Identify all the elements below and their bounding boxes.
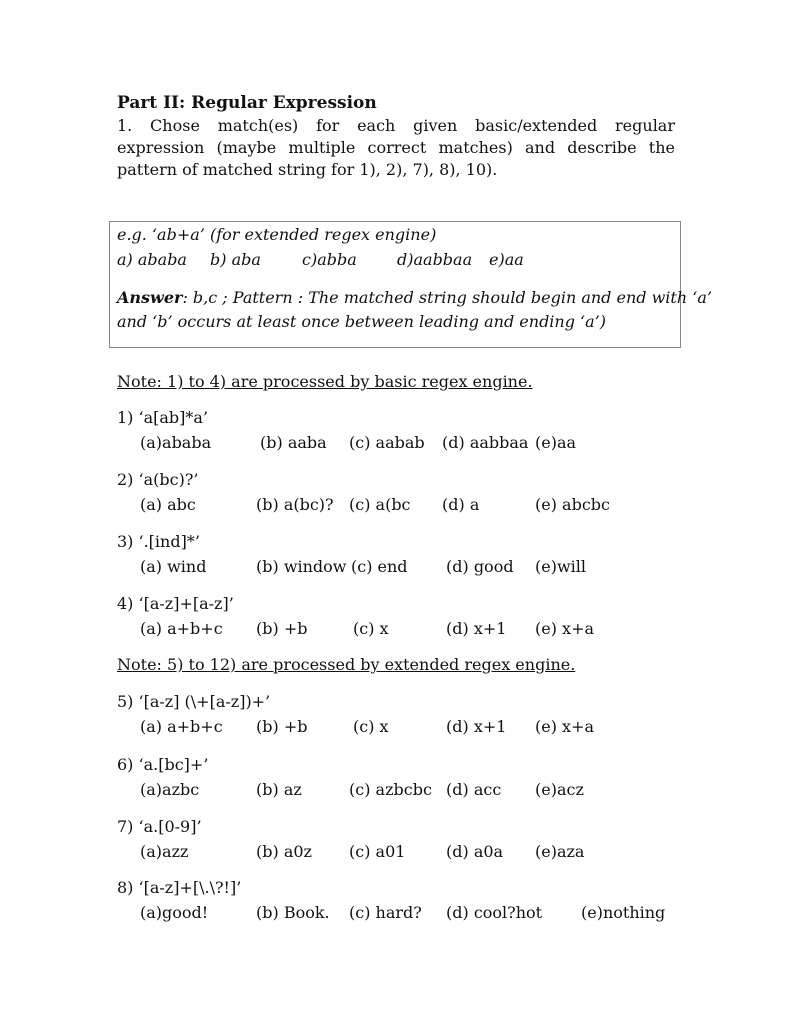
question-option: (d) cool?hot [446, 903, 543, 922]
example-option: e)aa [489, 250, 524, 269]
intro-paragraph: 1. Chose match(es) for each given basic/extended regular expression (maybe multiple correct matches) and describe the pattern of matched string for 1), 2), 7), 8), 10). [117, 116, 675, 179]
section-heading: Part II: Regular Expression [117, 93, 377, 113]
question-option: (c) x [353, 619, 389, 638]
question-option: (e)will [535, 557, 586, 576]
question-option: (a) wind [140, 557, 207, 576]
question-option: (c) a(bc [349, 495, 411, 514]
question-option: (a)azz [140, 842, 189, 861]
example-box [109, 221, 712, 348]
question-option: (c) x [353, 717, 389, 736]
question-title: 6) ‘a.[bc]+’ [117, 755, 209, 774]
question-title: 8) ‘[a-z]+[\.\?!]’ [117, 878, 242, 897]
question-title: 7) ‘a.[0-9]’ [117, 817, 202, 836]
example-option: c)abba [302, 250, 357, 269]
question-option: (d) a [442, 495, 480, 514]
question-option: (d) a0a [446, 842, 504, 861]
question-option: (d) good [446, 557, 514, 576]
question-option: (d) x+1 [446, 717, 507, 736]
question-option: (a) a+b+c [140, 619, 223, 638]
question-option: (d) x+1 [446, 619, 507, 638]
question-title: 3) ‘.[ind]*’ [117, 532, 200, 551]
question-option: (b) window [256, 557, 347, 576]
question-option: (b) a0z [256, 842, 312, 861]
question-option: (a)good! [140, 903, 209, 922]
question-option: (a)azbc [140, 780, 200, 799]
question-option: (b) +b [256, 619, 308, 638]
question-option: (b) +b [256, 717, 308, 736]
question-option: (a) abc [140, 495, 196, 514]
question-option: (d) acc [446, 780, 502, 799]
question-option: (b) aaba [260, 433, 327, 452]
question-title: 1) ‘a[ab]*a’ [117, 408, 209, 427]
question-option: (b) Book. [256, 903, 330, 922]
question-option: (e) abcbc [535, 495, 610, 514]
question-option: (c) end [351, 557, 408, 576]
question-option: (d) aabbaa [442, 433, 529, 452]
example-regex: e.g. ‘ab+a’ (for extended regex engine) [117, 225, 437, 244]
question-option: (c) a01 [349, 842, 406, 861]
example-option: b) aba [210, 250, 261, 269]
example-answer-cont: and ‘b’ occurs at least once between leading and ending ‘a’) [117, 312, 607, 331]
example-option: a) ababa [117, 250, 187, 269]
question-option: (e)acz [535, 780, 584, 799]
question-option: (b) az [256, 780, 302, 799]
question-option: (e)nothing [581, 903, 666, 922]
question-option: (e) x+a [535, 717, 595, 736]
question-option: (c) aabab [349, 433, 425, 452]
question-option: (b) a(bc)? [256, 495, 334, 514]
question-title: 4) ‘[a-z]+[a-z]’ [117, 594, 234, 613]
example-option: d)aabbaa [397, 250, 473, 269]
note-extended: Note: 5) to 12) are processed by extended regex engine. [117, 655, 576, 674]
question-option: (e)aza [535, 842, 585, 861]
answer-text: : b,c ; Pattern : The matched string should begin and end with ‘a’ [182, 288, 712, 307]
note-basic: Note: 1) to 4) are processed by basic regex engine. [117, 372, 533, 391]
question-option: (e)aa [535, 433, 577, 452]
example-answer [117, 288, 712, 307]
question-option: (a) a+b+c [140, 717, 223, 736]
answer-label: Answer [117, 288, 183, 307]
question-option: (c) hard? [349, 903, 422, 922]
question-option: (c) azbcbc [349, 780, 432, 799]
question-option: (e) x+a [535, 619, 595, 638]
question-title: 2) ‘a(bc)?’ [117, 470, 199, 489]
question-option: (a)ababa [140, 433, 212, 452]
question-title: 5) ‘[a-z] (\+[a-z])+’ [117, 692, 271, 711]
